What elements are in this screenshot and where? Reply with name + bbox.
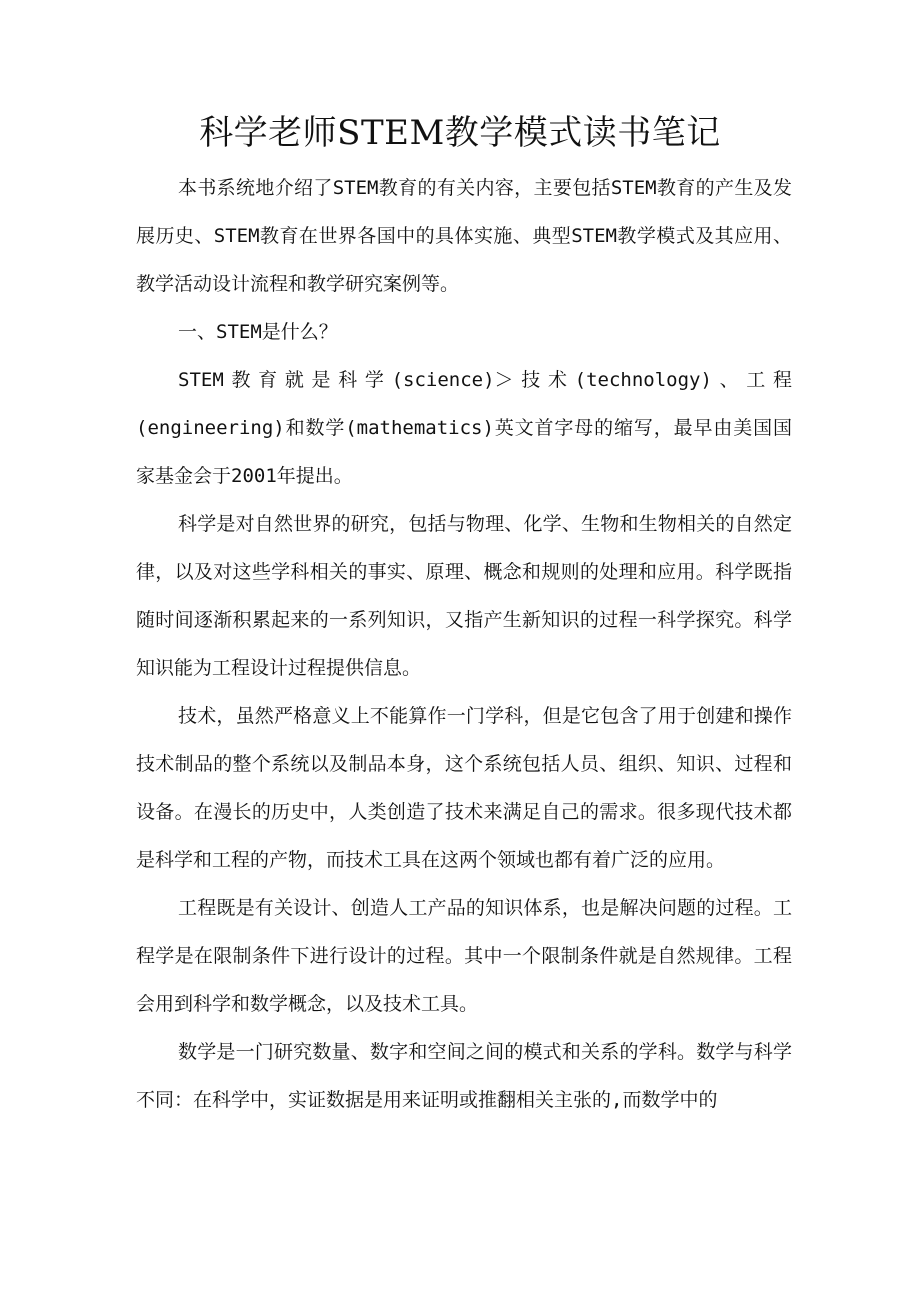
document-title: 科学老师STEM教学模式读书笔记	[199, 113, 721, 153]
paragraph-stem-definition: STEM教育就是科学(science)＞技术(technology)、工程(engineering)和数学(mathematics)英文首字母的缩写，最早由美国国家基金会于2001年提出。	[136, 369, 792, 487]
document-body	[136, 164, 792, 1124]
paragraph-mathematics: 数学是一门研究数量、数字和空间之间的模式和关系的学科。数学与科学不同：在科学中，实证数据是用来证明或推翻相关主张的,而数学中的	[136, 1041, 792, 1111]
paragraph-science: 科学是对自然世界的研究，包括与物理、化学、生物和生物相关的自然定律，以及对这些学科相关的事实、原理、概念和规则的处理和应用。科学既指随时间逐渐积累起来的一系列知识，又指产生新知识的过程一科学探究。科学知识能为工程设计过程提供信息。	[136, 513, 792, 679]
paragraph-engineering: 工程既是有关设计、创造人工产品的知识体系，也是解决问题的过程。工程学是在限制条件下进行设计的过程。其中一个限制条件就是自然规律。工程会用到科学和数学概念，以及技术工具。	[136, 897, 792, 1015]
section-heading-what-is-stem: 一、STEM是什么？	[178, 321, 338, 343]
paragraph-technology: 技术，虽然严格意义上不能算作一门学科，但是它包含了用于创建和操作技术制品的整个系统以及制品本身，这个系统包括人员、组织、知识、过程和设备。在漫长的历史中，人类创造了技术来满足自己的需求。很多现代技术都是科学和工程的产物，而技术工具在这两个领域也都有着广泛的应用。	[136, 705, 792, 871]
paragraph-intro: 本书系统地介绍了STEM教育的有关内容，主要包括STEM教育的产生及发展历史、STEM教育在世界各国中的具体实施、典型STEM教学模式及其应用、教学活动设计流程和教学研究案例等。	[136, 177, 792, 295]
